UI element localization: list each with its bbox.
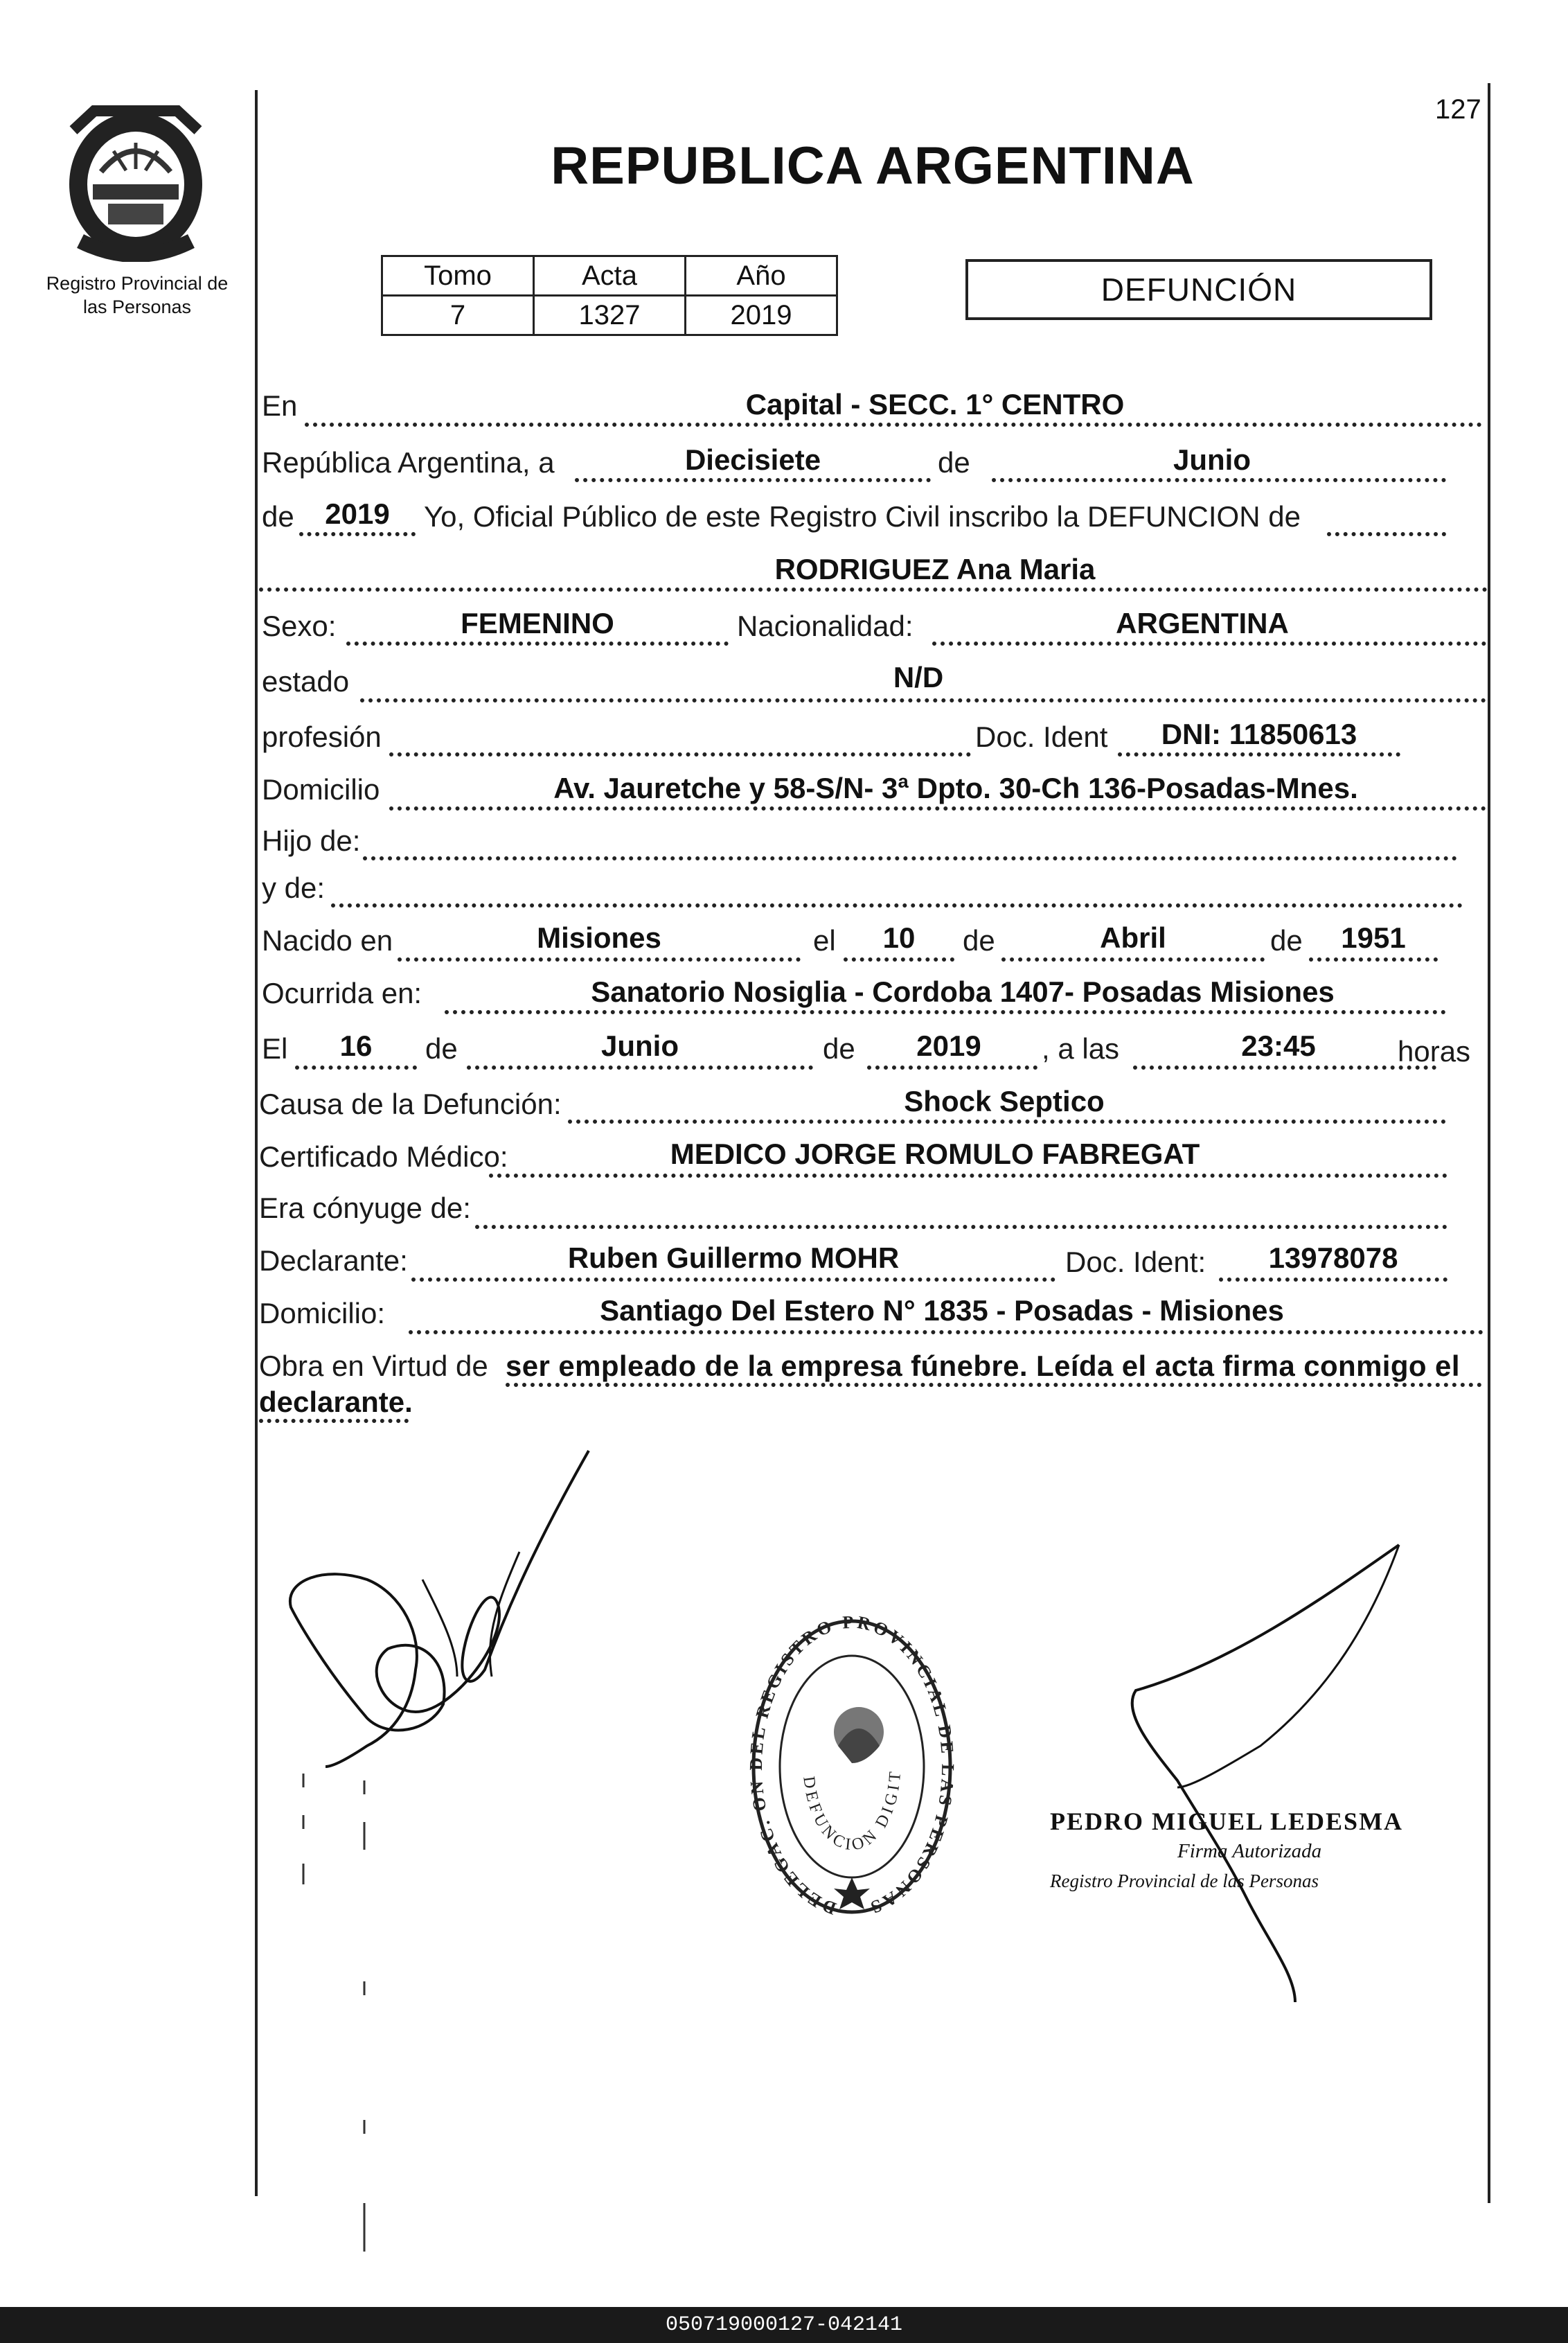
dots-profesion [389,752,971,757]
value-mes-inscripcion: Junio [1173,443,1251,476]
dots-defuncion-de [1327,532,1446,536]
label-doc-ident-declarante: Doc. Ident: [1065,1246,1206,1278]
label-domicilio: Domicilio [262,773,380,806]
label-nacido-el: el [813,924,836,957]
dots-estado [360,698,1486,702]
dots-declarante [411,1277,1055,1282]
value-doc-ident-declarante: 13978078 [1268,1241,1398,1274]
value-fallecido: RODRIGUEZ Ana Maria [774,553,1096,585]
value-acta: 1327 [534,296,686,335]
dots-nacido-anio [1309,957,1438,962]
dots-y-de [331,903,1463,908]
dots-fallecio-mes [467,1066,813,1070]
value-sexo: FEMENINO [461,607,614,639]
dots-fallecio-dia [295,1066,417,1070]
label-sexo: Sexo: [262,610,337,642]
label-hijo-de: Hijo de: [262,824,361,857]
value-nacido-en: Misiones [537,921,661,954]
value-doc-ident: DNI: 11850613 [1161,718,1357,750]
scan-artifacts [301,1774,370,2258]
value-domicilio-declarante: Santiago Del Estero N° 1835 - Posadas - Misiones [600,1294,1284,1327]
dots-doc-ident [1118,752,1400,757]
record-table-header-row [382,256,837,296]
right-margin-line [1488,83,1490,2203]
signer-name: PEDRO MIGUEL LEDESMA [1050,1807,1404,1835]
value-nacido-dia: 10 [882,921,916,954]
signer-office: Registro Provincial de las Personas [1050,1871,1319,1891]
value-lugar: Capital - SECC. 1° CENTRO [745,388,1125,421]
label-causa: Causa de la Defunción: [259,1088,562,1120]
value-fallecio-dia: 16 [339,1029,373,1062]
label-nacido-en: Nacido en [262,924,393,957]
dots-fallecio-anio [867,1066,1037,1070]
dots-certificado [489,1174,1447,1178]
dots-causa [568,1120,1446,1124]
label-en: En [262,389,298,422]
dots-lugar [305,423,1482,427]
value-fallecio-hora: 23:45 [1241,1029,1316,1062]
value-certificado: MEDICO JORGE ROMULO FABREGAT [670,1138,1200,1170]
header-tomo: Tomo [382,256,534,296]
dots-nacido-mes [1001,957,1265,962]
value-fallecio-mes: Junio [601,1029,679,1062]
dots-obra-line2 [259,1419,409,1423]
dots-ocurrida-en [445,1010,1446,1014]
record-type-box [965,259,1432,320]
label-domicilio-declarante: Domicilio: [259,1297,386,1329]
label-profesion: profesión [262,720,382,753]
label-declarante: Declarante: [259,1244,408,1277]
value-nacionalidad: ARGENTINA [1116,607,1289,639]
footer-code: 050719000127-042141 [665,2313,903,2337]
page-number: 127 [1435,94,1481,125]
declarant-signature [284,1441,596,1774]
dots-nacido-en [398,957,801,962]
registry-caption [26,272,248,319]
dots-anio [299,532,416,536]
label-yo-oficial: Yo, Oficial Público de este Registro Civil inscribo la DEFUNCION de [424,500,1301,533]
value-declarante: Ruben Guillermo MOHR [567,1241,900,1274]
label-estado: estado [262,665,350,698]
left-margin-line [255,90,258,2196]
value-ocurrida-en: Sanatorio Nosiglia - Cordoba 1407- Posadas Misiones [591,975,1335,1008]
label-doc-ident: Doc. Ident [975,720,1108,753]
value-domicilio: Av. Jauretche y 58-S/N- 3ª Dpto. 30-Ch 136-Posadas-Mnes. [553,772,1358,804]
label-a-las: , a las [1042,1032,1120,1065]
dots-dia [575,478,931,482]
value-nacido-anio: 1951 [1341,921,1406,954]
dots-domicilio-declarante [409,1330,1484,1334]
value-obra-line2: declarante. [259,1386,413,1418]
value-obra-line1: ser empleado de la empresa fúnebre. Leída el acta firma conmigo el [506,1350,1460,1382]
label-nacido-de-mes: de [963,924,995,957]
value-anio: 2019 [686,296,837,335]
label-certificado: Certificado Médico: [259,1140,508,1173]
value-anio-inscripcion: 2019 [325,497,390,530]
value-dia-inscripcion: Diecisiete [684,443,821,476]
label-nacionalidad: Nacionalidad: [737,610,914,642]
registry-caption-line1: Registro Provincial de [46,273,229,294]
label-conyuge: Era cónyuge de: [259,1192,471,1224]
stamp-outer-text: DELEGAC. ON EL REGISTRO PROVINCIAL DE AS PERSONAS [748,1614,956,1919]
label-republica: República Argentina, a [262,446,555,479]
dots-fallecido [259,587,1488,592]
document-title: REPUBLICA ARGENTINA [551,136,1195,195]
header-acta: Acta [534,256,686,296]
signer-role: Firma Autorizada [1177,1840,1322,1862]
dots-nacido-dia [844,957,954,962]
label-nacido-de-anio: de [1270,924,1303,957]
dots-nacionalidad [932,642,1486,646]
label-obra-en-virtud: Obra en Virtud de [259,1350,488,1382]
label-y-de: y de: [262,872,326,904]
label-el-fecha: El [262,1032,288,1065]
dots-mes [992,478,1446,482]
dots-hijo-de [363,856,1457,860]
label-horas: horas [1398,1035,1471,1068]
value-nacido-mes: Abril [1100,921,1166,954]
dots-doc-ident-declarante [1219,1277,1447,1282]
dots-sexo [346,642,729,646]
label-fallecio-de-mes: de [425,1032,458,1065]
value-causa: Shock Septico [904,1085,1105,1117]
official-stamp [748,1614,956,1919]
footer-code-bar [0,2307,1568,2343]
record-table-value-row [382,296,837,335]
authorized-signature [1122,1538,1406,2009]
header-anio: Año [686,256,837,296]
dots-hora [1133,1066,1436,1070]
dots-conyuge [475,1225,1447,1229]
label-de-anio: de [262,500,294,533]
label-ocurrida-en: Ocurrida en: [262,977,422,1009]
registry-caption-line2: las Personas [82,297,192,317]
value-estado: N/D [893,661,944,693]
record-type-label: DEFUNCIÓN [1101,272,1297,308]
record-table [381,255,838,336]
stamp-inner-text: DEFUNCION DIGIT [799,1769,905,1855]
dots-domicilio [389,806,1486,811]
value-fallecio-anio: 2019 [916,1029,981,1062]
dots-obra-line1 [506,1383,1482,1387]
label-fallecio-de-anio: de [823,1032,855,1065]
value-tomo: 7 [382,296,534,335]
label-de-mes: de [938,446,970,479]
